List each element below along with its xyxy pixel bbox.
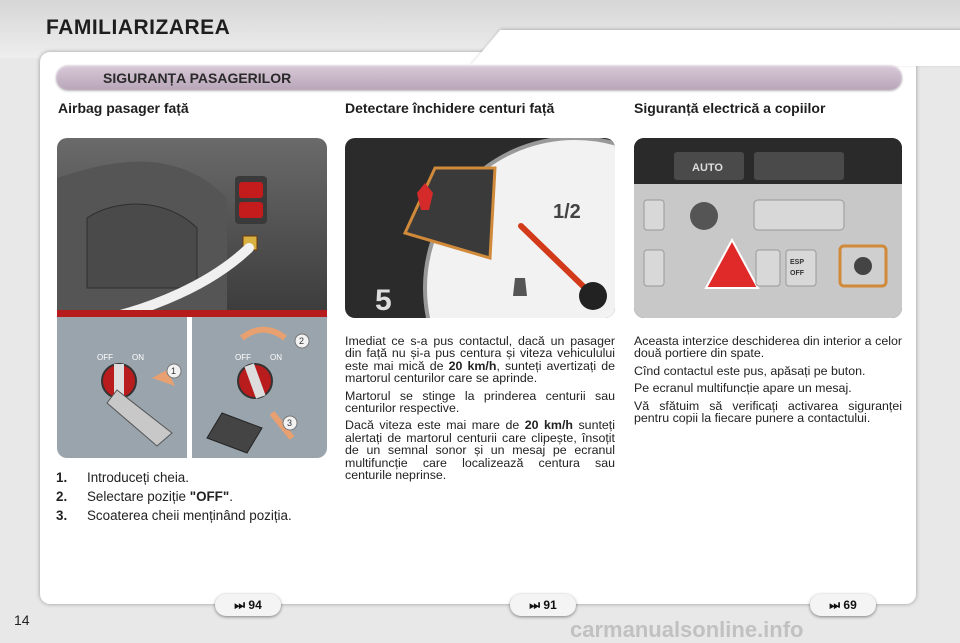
watermark: carmanualsonline.info [570,617,804,642]
skip-forward-icon: ⏭ [234,598,246,612]
page-ref-number: 69 [843,598,857,612]
airbag-steps [56,471,326,528]
seatbelt-paragraph-1: Imediat ce s-a pus contactul, dacă un pasager din față nu și-a pus centura și viteza vehiculului este mai mică de 20 km/h, sunteți avertizați de martorul centurilor care se aprinde. [345,334,615,386]
step-badge-3: 3 [287,418,293,428]
page-ref-94-button[interactable] [215,594,281,616]
page-title: FAMILIARIZAREA [46,16,231,39]
step-number: 1. [56,470,68,485]
airbag-illustration [57,138,327,458]
seatbelt-paragraph-3: Dacă viteza este mai mare de 20 km/h sunteți alertați de martorul centurii care clipește, însoțit de un semnal sonor și un mesaj pe ecranul multifuncție care localizează centura sau centurile neprinse. [345,418,615,483]
step-text: Selectare poziție "OFF". [87,489,233,504]
on-label-2: ON [270,353,282,362]
step-number: 2. [56,489,68,504]
childlock-illustration [634,138,902,318]
speedometer-five-label: 5 [375,284,392,317]
page-ref-number: 94 [248,598,262,612]
childlock-paragraph-4: Vă sfătuim să verificați activarea siguranței pentru copii la fiecare punere a contactului. [634,398,902,426]
childlock-paragraph-3: Pe ecranul multifuncție apare un mesaj. [634,381,852,396]
step-number: 3. [56,508,68,523]
step-item [56,471,326,485]
seatbelt-text [345,335,615,486]
step-item [56,509,326,523]
off-position-label: "OFF" [189,489,230,504]
childlock-paragraph-2: Cînd contactul este pus, apăsați pe buton. [634,363,866,378]
page-ref-91-button[interactable] [510,594,576,616]
esp-off-label: OFF [790,270,804,277]
gauge-half-label: 1/2 [553,201,581,223]
airbag-heading: Airbag pasager față [58,100,189,116]
page-number: 14 [14,612,30,628]
off-label-2: OFF [235,353,251,362]
step-badge-1: 1 [171,366,177,376]
section-title: SIGURANȚA PASAGERILOR [103,70,292,86]
skip-forward-icon: ⏭ [529,598,541,612]
childlock-paragraph-1: Aceasta interzice deschiderea din interior a celor două portiere din spate. [634,334,902,361]
skip-forward-icon: ⏭ [829,598,841,612]
seatbelt-heading: Detectare închidere centuri față [345,100,555,116]
step-text: Introduceți cheia. [87,470,189,485]
on-label-1: ON [132,353,144,362]
auto-label: AUTO [692,162,723,174]
childlock-heading: Siguranță electrică a copiilor [634,100,826,116]
off-label-1: OFF [97,353,113,362]
childlock-text [634,335,902,429]
seatbelt-paragraph-2: Martorul se stinge la prinderea centurii sau centurilor respective. [345,388,615,416]
page-ref-69-button[interactable] [810,594,876,616]
panel-tab-decoration [470,30,960,66]
seatbelt-warning-illustration [345,138,615,318]
esp-label: ESP [790,259,805,266]
step-badge-2: 2 [299,336,305,346]
page-ref-number: 91 [543,598,557,612]
step-item [56,490,326,504]
step-text: Scoaterea cheii menținând poziția. [87,508,292,523]
